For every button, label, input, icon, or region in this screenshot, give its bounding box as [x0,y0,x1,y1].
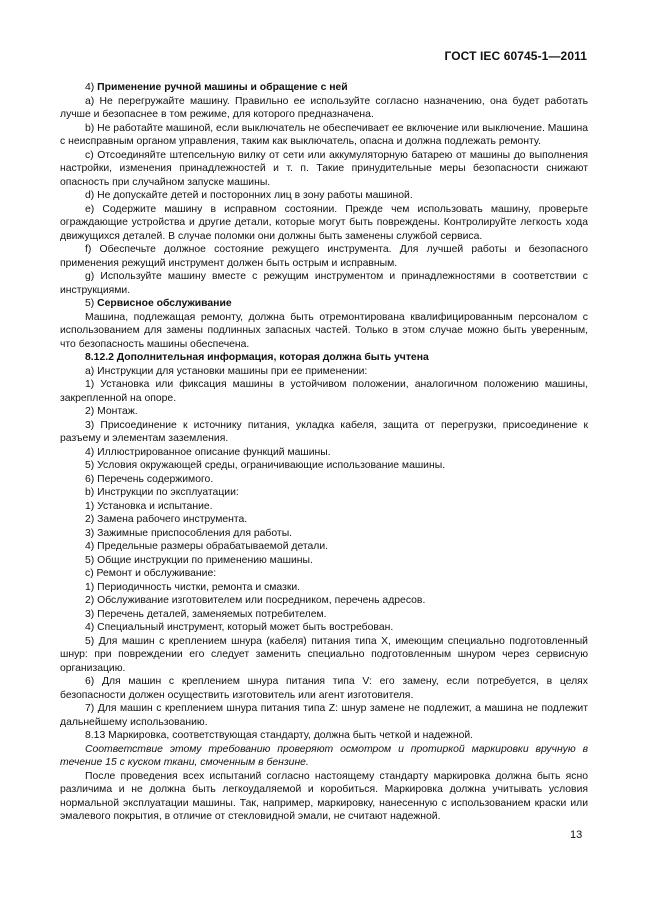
paragraph: d) Не допускайте детей и посторонних лиц в зону работы машиной. [85,190,413,201]
paragraph: b) Не работайте машиной, если выключатель не обеспечивает ее включение или выключение. Машина с неисправным органом управления, таким как выключатель, опасна и должна подлежать ремонту. [60,122,588,147]
paragraph: b) Инструкции по эксплуатации: [85,487,239,498]
section-heading [60,297,588,311]
test-method-paragraph: Соответствие этому требованию проверяют осмотром и протиркой маркировки вручную в течение 15 с куском ткани, смоченным в бензине. [60,743,588,768]
paragraph: Машина, подлежащая ремонту, должна быть отремонтирована квалифицированным персоналом с использованием для замены подлинных запасных частей. Только в этом случае можно быть уверенным, что безопасность машины обеспечена. [60,311,588,350]
paragraph: 5) Общие инструкции по применению машины. [85,554,313,566]
section-title: Применение ручной машины и обращение с ней [97,82,348,93]
paragraph: 6) Для машин с креплением шнура питания типа V: его замену, если потребуется, в целях безопасности должен осуществить изготовитель или агент изготовителя. [60,676,588,701]
paragraph: 4) Специальный инструмент, который может быть востребован. [85,622,394,633]
paragraph: e) Содержите машину в исправном состоянии. Прежде чем использовать машину, проверьте ограждающие устройства и другие детали, которые могут быть повреждены. Контролируйте легкость хода движущихся деталей. В случае поломки они должны быть заменены службой сервиса. [60,203,588,242]
section-number: 4) [85,82,98,93]
paragraph: 3) Перечень деталей, заменяемых потребителем. [85,608,327,620]
paragraph: f) Обеспечьте должное состояние режущего инструмента. Для лучшей работы и безопасного применения режущий инструмент должен быть острым и исправным. [60,244,588,269]
paragraph: После проведения всех испытаний согласно настоящему стандарту маркировка должна быть ясно различима и не должна быть легкоудаляемой и коробиться. Маркировка должна учитывать условия нормальной эксплуатации машины. Так, например, маркировку, нанесенную с использованием краски или эмалевого покрытия, в отличие от стекловидной эмали, не считают надежной. [60,770,588,822]
paragraph: 3) Зажимные приспособления для работы. [85,527,293,539]
paragraph: 2) Обслуживание изготовителем или посредником, перечень адресов. [85,595,426,606]
paragraph: 3) Присоединение к источнику питания, укладка кабеля, защита от перегрузки, присоединение к разъему и элементам заземления. [60,419,588,444]
paragraph: 2) Замена рабочего инструмента. [85,514,248,525]
paragraph: c) Ремонт и обслуживание: [85,568,217,579]
paragraph: 6) Перечень содержимого. [85,473,214,485]
paragraph: 1) Установка или фиксация машины в устойчивом положении, аналогичном положению машины, закрепленной на опоре. [60,379,588,404]
paragraph: c) Отсоединяйте штепсельную вилку от сети или аккумуляторную батарею от машины до выполнения настройки, изменения принадлежностей и т. п. Такие принудительные меры безопасности снижают опасность при случайном запуске машины. [60,149,588,188]
paragraph: 5) Для машин с креплением шнура (кабеля) питания типа X, имеющим специально подготовленный шнур: при повреждении его следует заменить специально подготовленным шнуром через сервисную организацию. [60,635,588,674]
section-number: 5) [85,298,98,309]
paragraph: а) Инструкции для установки машины при ее применении: [85,365,368,377]
subsection-heading: 8.12.2 Дополнительная информация, которая должна быть учтена [85,352,429,363]
paragraph: 4) Предельные размеры обрабатываемой детали. [85,541,329,552]
paragraph: а) Не перегружайте машину. Правильно ее используйте согласно назначению, она будет работать лучше и безопаснее в том режиме, для которого предназначена. [60,95,588,120]
document-header: ГОСТ IEC 60745-1—2011 [444,49,587,63]
paragraph: g) Используйте машину вместе с режущим инструментом и принадлежностями в соответствии с инструкциями. [60,271,588,296]
paragraph: 4) Иллюстрированное описание функций машины. [85,446,331,458]
section-heading [60,81,588,95]
paragraph: 1) Установка и испытание. [85,500,213,512]
section-title: Сервисное обслуживание [97,298,232,309]
document-body [60,81,588,824]
paragraph: 7) Для машин с креплением шнура питания типа Z: шнур замене не подлежит, а машина не подлежит дальнейшему использованию. [60,703,588,728]
paragraph: 2) Монтаж. [85,406,138,417]
paragraph: 5) Условия окружающей среды, ограничивающие использование машины. [85,460,446,471]
paragraph: 8.13 Маркировка, соответствующая стандарту, должна быть четкой и надежной. [85,730,474,741]
page-number: 13 [570,829,583,841]
paragraph: 1) Периодичность чистки, ремонта и смазки. [85,581,301,593]
